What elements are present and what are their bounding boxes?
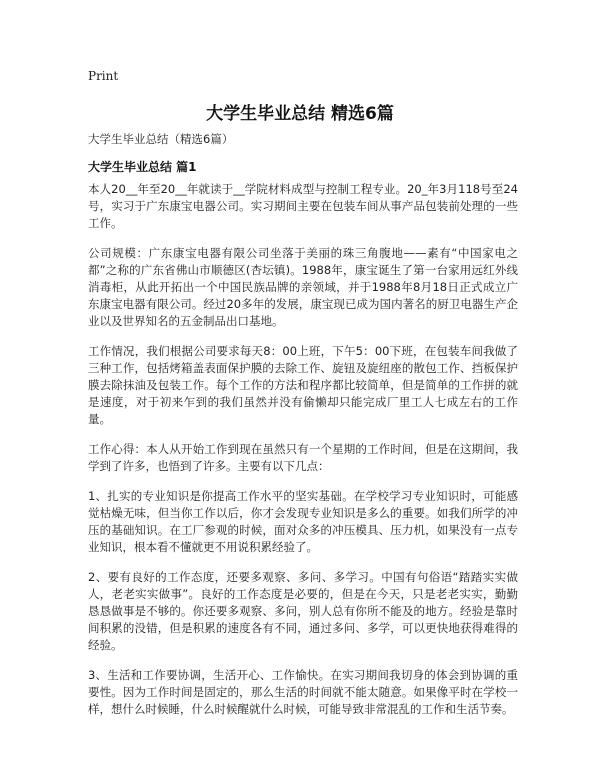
- document-body: [88, 181, 518, 731]
- paragraph-company-scale: 公司规模：广东康宝电器有限公司坐落于美丽的珠三角腹地——素有“中国家电之都”之称的广东省佛山市顺德区(杏坛镇)。1988年，康宝诞生了第一台家用远红外线消毒柜，从此开拓出一个中国民族品牌的亲领域，并于1988年8月18日正式成立广东康宝电器有限公司。经过20多年的发展，康宝现已成为国内著名的厨卫电器生产企业以及世界知名的五金制品出口基地。: [88, 246, 518, 328]
- document-subtitle: 大学生毕业总结（精选6篇）: [88, 132, 234, 146]
- section-heading: 大学生毕业总结 篇1: [88, 160, 197, 174]
- paragraph-intro: 本人20__年至20__年就读于__学院材料成型与控制工程专业。20_年3月118号至24号，实习于广东康宝电器公司。实习期间主要在包装车间从事产品包装前处理的一些工作。: [88, 182, 518, 230]
- paragraph-work-insights: 工作心得：本人从开始工作到现在虽然只有一个星期的工作时间，但是在这期间，我学到了许多，也悟到了许多。主要有以下几点：: [88, 442, 518, 473]
- paragraph-point-1: 1、扎实的专业知识是你提高工作水平的坚实基础。在学校学习专业知识时，可能感觉枯燥无味，但当你工作以后，你才会发现专业知识是多么的重要。如我们所学的冲压的基础知识。在工厂参观的时候，面对众多的冲压模具、压力机，如果没有一点专业知识，根本看不懂就更不用说积累经验了。: [88, 489, 518, 554]
- paragraph-point-2: 2、要有良好的工作态度，还要多观察、多问、多学习。中国有句俗语“踏踏实实做人，老老实实做事”。良好的工作态度是必要的，但是在今天，只是老老实实，勤勤恳恳做事是不够的。你还要多观察、多问，别人总有你所不能及的地方。经验是靠时间积累的没错，但是积累的速度各有不同，通过多问、多学，可以更快地获得难得的经验。: [88, 570, 518, 652]
- page-title: 大学生毕业总结 精选6篇: [206, 104, 394, 124]
- paragraph-point-3: 3、生活和工作要协调，生活开心、工作愉快。在实习期间我切身的体会到协调的重要性。因为工作时间是固定的，那么生活的时间就不能太随意。如果像平时在学校一样，想什么时候睡，什么时候醒就什么时候，可能导致非常混乱的工作和生活节奏。: [88, 668, 518, 716]
- paragraph-work-situation: 工作情况，我们根据公司要求每天8：00上班，下午5：00下班，在包装车间我做了三种工作，包括烤箱盖表面保护膜的去除工作、旋钮及旋纽座的散包工作、挡板保护膜去除抹油及包装工作。每个工作的方法和程序都比较简单，但是简单的工作拼的就是速度，对于初来乍到的我们虽然并没有偷懒却只能完成厂里工人七成左右的工作量。: [88, 344, 518, 426]
- print-link[interactable]: Print: [88, 69, 119, 83]
